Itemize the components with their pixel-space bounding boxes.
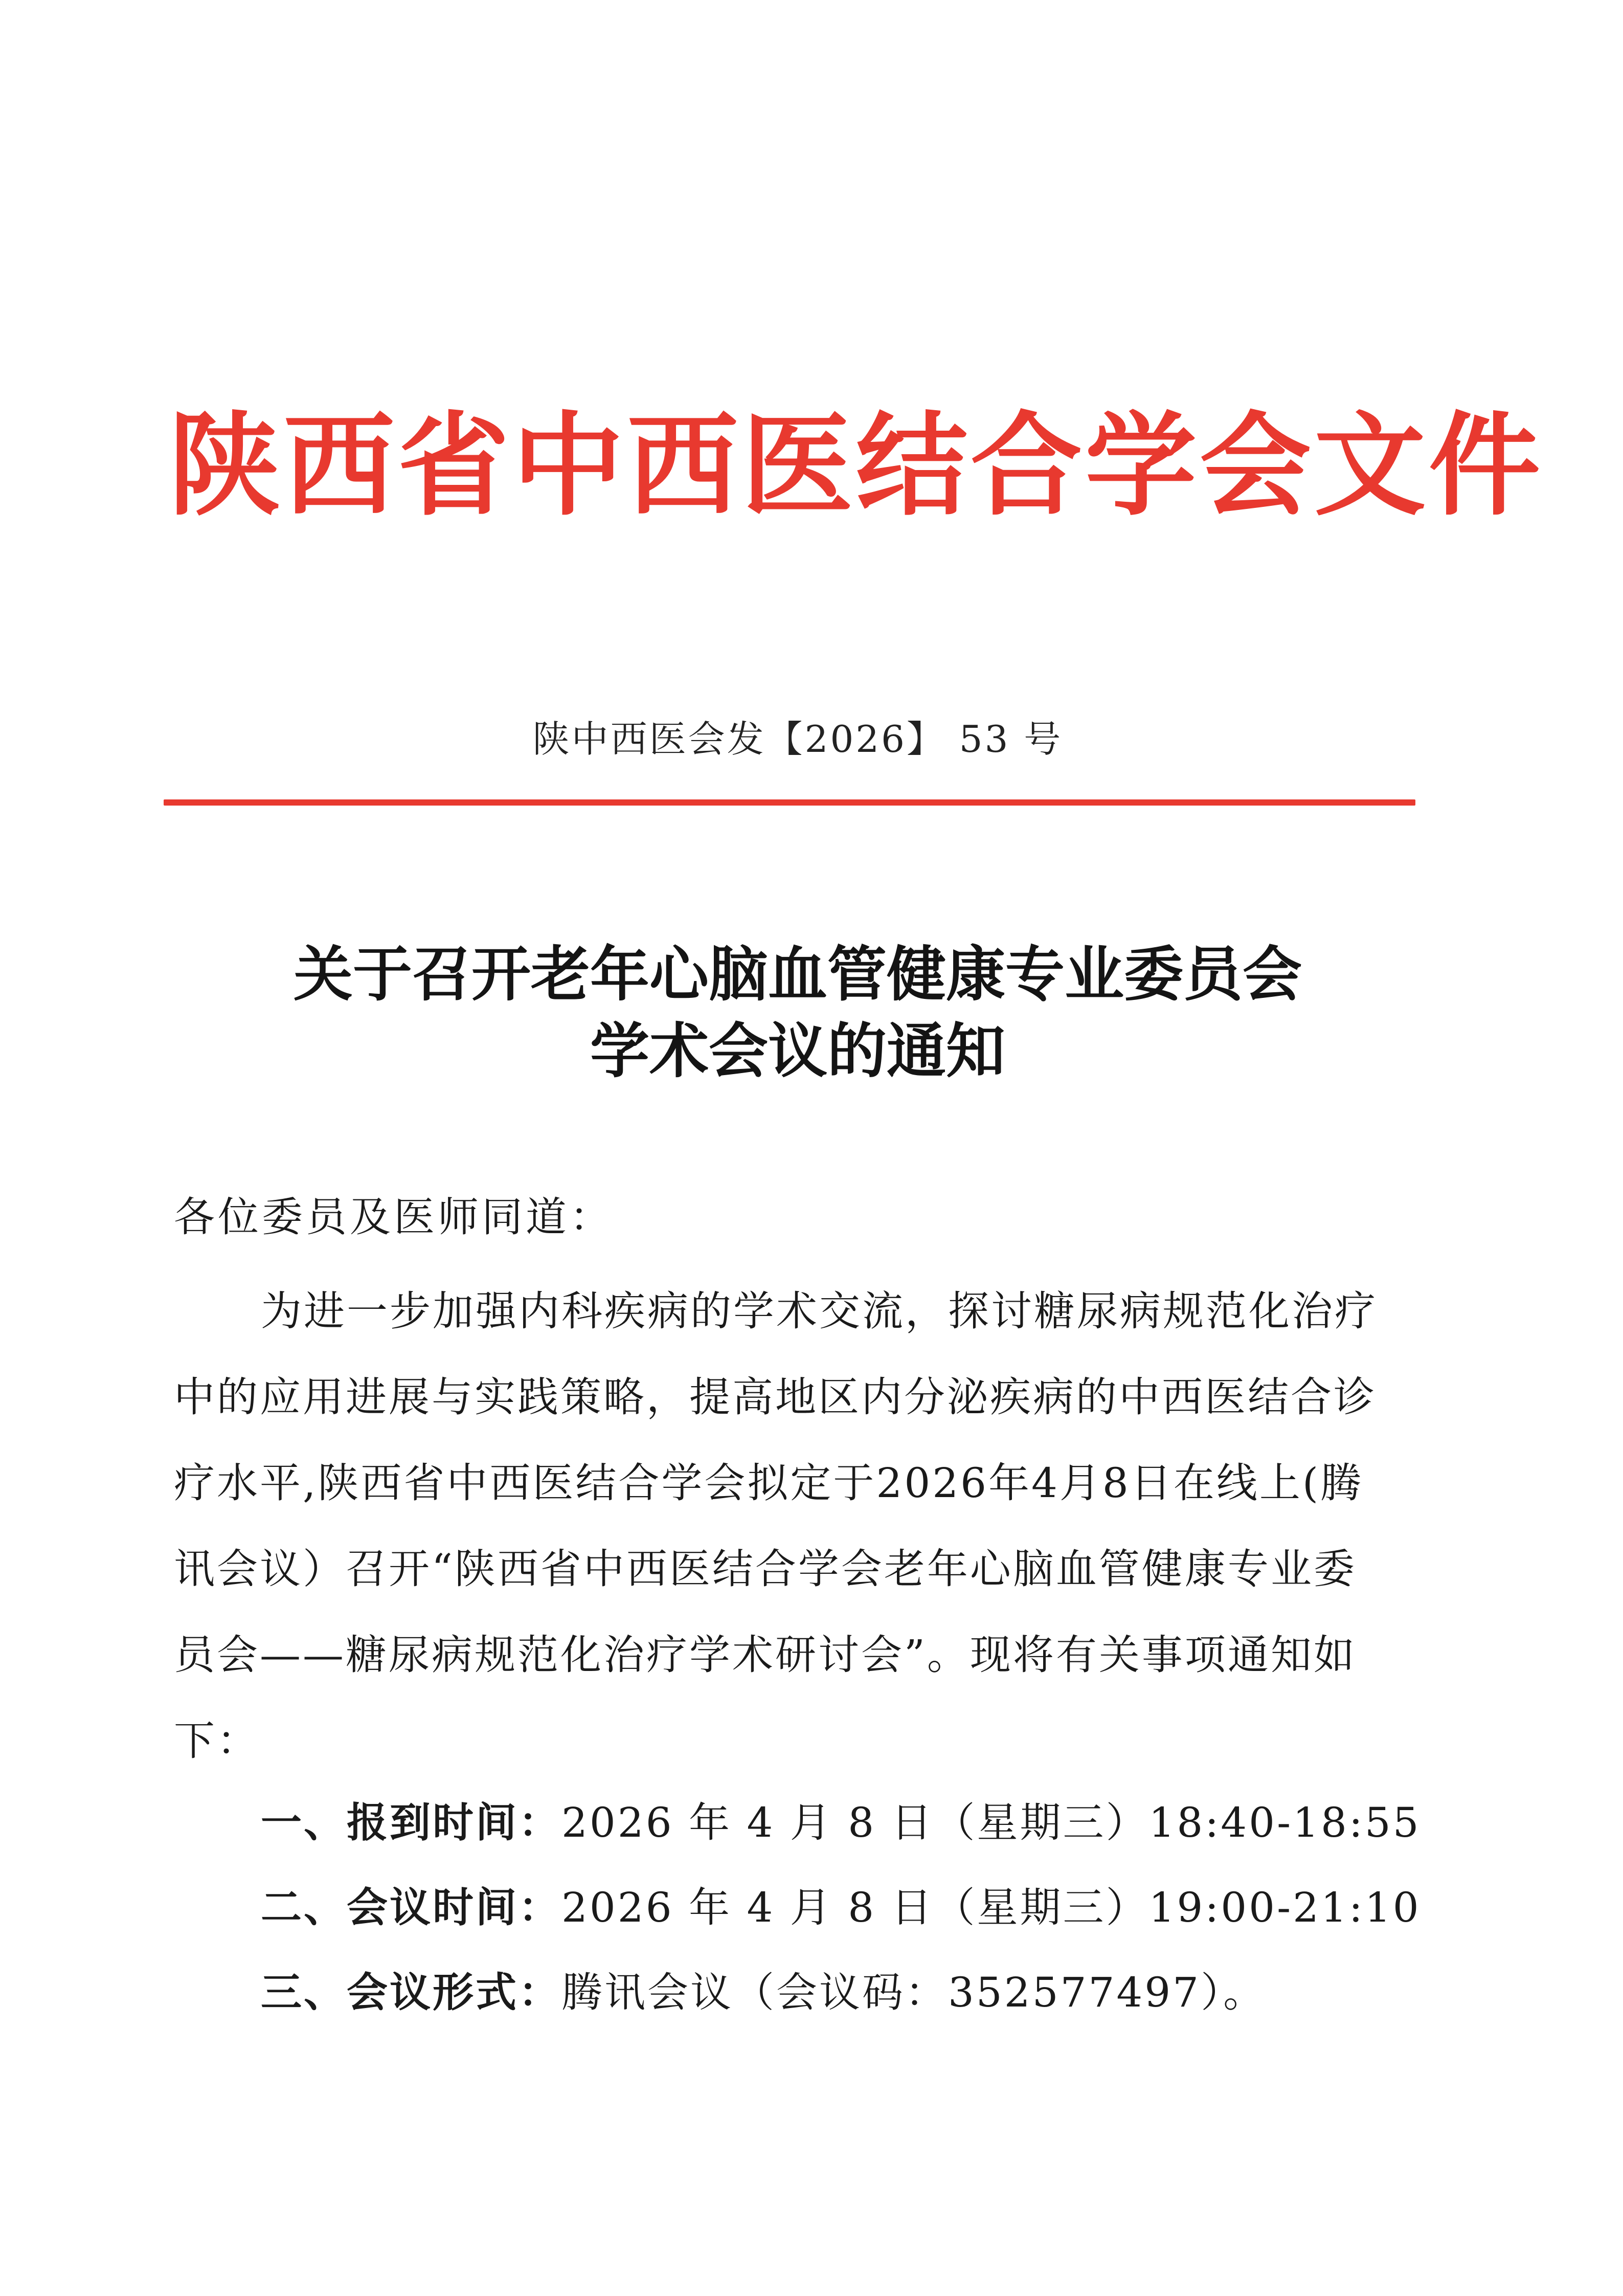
body-line: 下： [174,1717,260,1765]
item-label: 一、报到时间： [261,1798,561,1846]
masthead-title: 陕西省中西医结合学会文件 [169,400,1543,531]
body-line: 中的应用进展与实践策略，提高地区内分泌疾病的中西医结合诊 [174,1373,1377,1421]
item-value: 2026 年 4 月 8 日（星期三）18:40-18:55 [561,1799,1421,1846]
body-line: 讯会议）召开“陕西省中西医结合学会老年心脑血管健康专业委 [174,1545,1357,1593]
red-separator-line [164,799,1415,806]
item-meeting-format [261,1950,1421,2035]
document-number: 陕中西医会发【2026】 53 号 [532,718,1063,761]
item-value: 腾讯会议（会议码：352577497）。 [561,1969,1267,2016]
item-meeting-time [261,1865,1421,1950]
notice-title-line-2: 学术会议的通知 [590,1016,1005,1086]
item-label: 二、会议时间： [261,1883,561,1931]
body-line: 为进一步加强内科疾病的学术交流，探讨糖尿病规范化治疗 [261,1287,1378,1335]
body-line: 员会——糖尿病规范化治疗学术研讨会”。现将有关事项通知如 [174,1631,1357,1679]
body-line: 疗水平,陕西省中西医结合学会拟定于2026年4月8日在线上(腾 [174,1459,1364,1507]
notice-title-line-1: 关于召开老年心脑血管健康专业委员会 [294,940,1302,1009]
item-registration-time [261,1780,1421,1865]
notice-items [261,1780,1421,2035]
notice-title [169,936,1427,1089]
salutation: 各位委员及医师同道： [174,1193,614,1241]
item-label: 三、会议形式： [261,1968,561,2016]
item-value: 2026 年 4 月 8 日（星期三）19:00-21:10 [561,1884,1421,1931]
body-paragraph [174,1268,1401,1784]
